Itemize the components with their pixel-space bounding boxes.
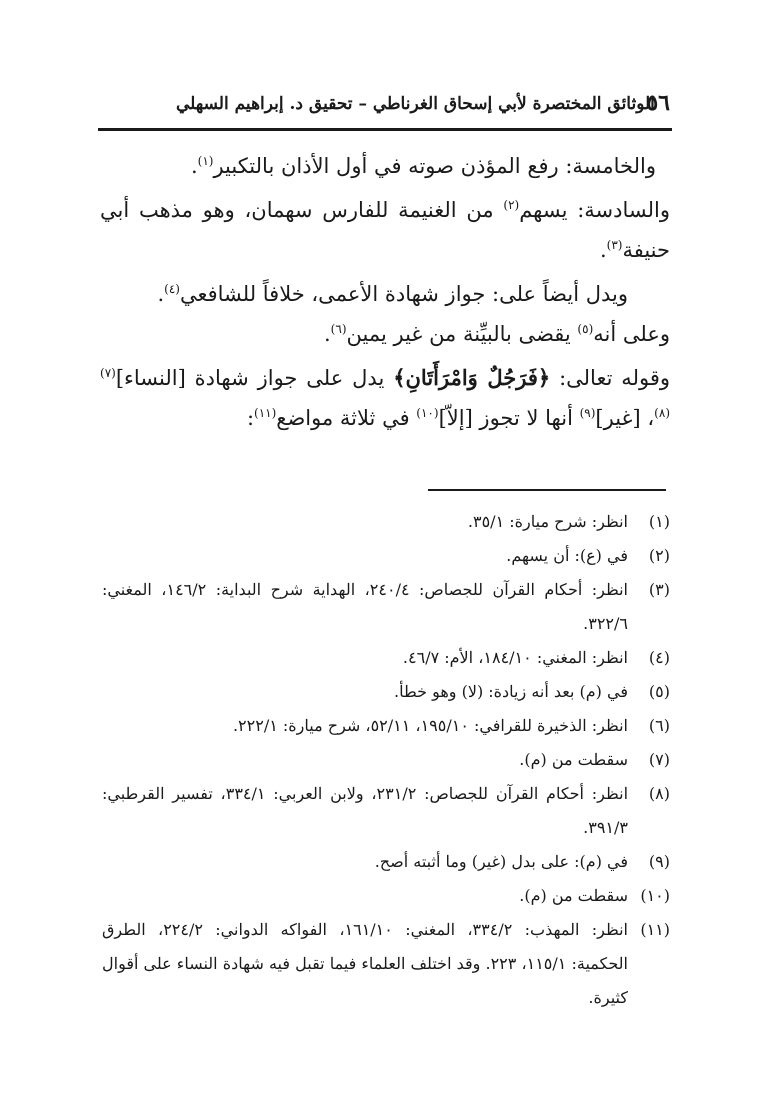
footnote-item: [102, 641, 670, 675]
footnote-item: [102, 573, 670, 641]
footnote-number: (١١): [640, 920, 670, 939]
footnote-ref[interactable]: (١): [197, 154, 214, 168]
footnote-separator: [428, 489, 666, 491]
footnote-number: (٢): [648, 546, 670, 565]
footnote-item: [102, 505, 670, 539]
footnote-text: انظر: المهذب: ٣٣٤/٢، المغني: ١٦١/١٠، الفواكه الدواني: ٢٢٤/٢، الطرق الحكمية: ١١٥/١، ٢٢٣. وقد اختلف العلماء فيما تقبل فيه شهادة النساء على أقوال كثيرة.: [102, 920, 629, 1007]
paragraph-quran-verse: وقوله تعالى: ﴿فَرَجُلٌ وَامْرَأَتَانِ﴾ يدل على جواز شهادة [النساء]$^{(٧)(٨)}$، [غير]$^{(٩)}$ أنها لا تجوز [إلاّ]$^{(١٠)}$ في ثلاثة مواضع$^{(١١)}$:: [100, 365, 670, 430]
footnote-text: انظر: أحكام القرآن للجصاص: ٢٣١/٢، ولابن العربي: ٣٣٤/١، تفسير القرطبي: ٣٩١/٣.: [102, 784, 629, 837]
footnote-ref[interactable]: (١١): [254, 406, 277, 420]
footnote-ref[interactable]: (٥): [577, 322, 594, 336]
page-number: ٥٦: [646, 90, 670, 116]
footnote-number: (٣): [648, 580, 670, 599]
footnote-item: [102, 539, 670, 573]
footnote-number: (٧): [648, 750, 670, 769]
footnote-item: [102, 743, 670, 777]
footnote-ref[interactable]: (٤): [164, 282, 180, 296]
paragraph-sixth: والسادسة: يسهم$^{(٢)}$ من الغنيمة للفارس سهمان، وهو مذهب أبي حنيفة$^{(٣)}$.: [100, 198, 670, 262]
paragraph-fifth: والخامسة: رفع المؤذن صوته في أول الأذان بالتكبير$^{(١)}$.: [190, 154, 656, 178]
footnote-text: في (م) بعد أنه زيادة: (لا) وهو خطأ.: [394, 682, 628, 701]
footnote-text: سقطت من (م).: [519, 750, 628, 769]
running-header: [98, 88, 672, 124]
footnote-text: سقطت من (م).: [519, 886, 628, 905]
paragraph-blind-testimony: ويدل أيضاً على: جواز شهادة الأعمى، خلافاً للشافعي$^{(٤)}$.: [157, 282, 628, 306]
footnote-item: [102, 879, 670, 913]
footnote-number: (١٠): [640, 886, 670, 905]
footnote-number: (٥): [648, 682, 670, 701]
footnote-number: (١): [648, 512, 670, 531]
footnote-item: [102, 777, 670, 845]
footnote-ref[interactable]: (٧)(٨): [100, 366, 670, 420]
footnotes-list: [102, 505, 670, 1015]
footnote-item: [102, 675, 670, 709]
footnote-number: (٨): [648, 784, 670, 803]
footnote-text: في (م): على بدل (غير) وما أثبته أصح.: [374, 852, 628, 871]
header-rule: [98, 128, 672, 131]
footnote-ref[interactable]: (٢): [503, 198, 520, 212]
footnote-ref[interactable]: (٣): [606, 238, 623, 252]
footnote-item: [102, 709, 670, 743]
footnote-item: [102, 913, 670, 1015]
footnote-text: انظر: شرح ميارة: ٣٥/١.: [467, 512, 628, 531]
main-text: [100, 146, 670, 438]
quran-verse: ﴿فَرَجُلٌ وَامْرَأَتَانِ﴾: [393, 365, 551, 390]
footnote-ref[interactable]: (٩): [579, 406, 596, 420]
footnote-number: (٤): [648, 648, 670, 667]
footnote-number: (٩): [648, 852, 670, 871]
footnote-ref[interactable]: (٦): [330, 322, 347, 336]
footnote-item: [102, 845, 670, 879]
footnote-number: (٦): [648, 716, 670, 735]
footnote-text: في (ع): أن يسهم.: [506, 546, 628, 565]
footnote-text: انظر: الذخيرة للقرافي: ١٩٥/١٠، ٥٢/١١، شرح ميارة: ٢٢٢/١.: [232, 716, 628, 735]
footnote-text: انظر: المغني: ١٨٤/١٠، الأم: ٤٦/٧.: [402, 648, 628, 667]
footnote-ref[interactable]: (١٠): [416, 406, 439, 420]
paragraph-evidence: وعلى أنه$^{(٥)}$ يقضى بالبيِّنة من غير يمين$^{(٦)}$.: [323, 322, 670, 346]
footnote-text: انظر: أحكام القرآن للجصاص: ٢٤٠/٤، الهداية شرح البداية: ١٤٦/٢، المغني: ٣٢٢/٦.: [102, 580, 628, 633]
running-title: الوثائق المختصرة لأبي إسحاق الغرناطي – تحقيق د. إبراهيم السهلي: [176, 94, 655, 114]
